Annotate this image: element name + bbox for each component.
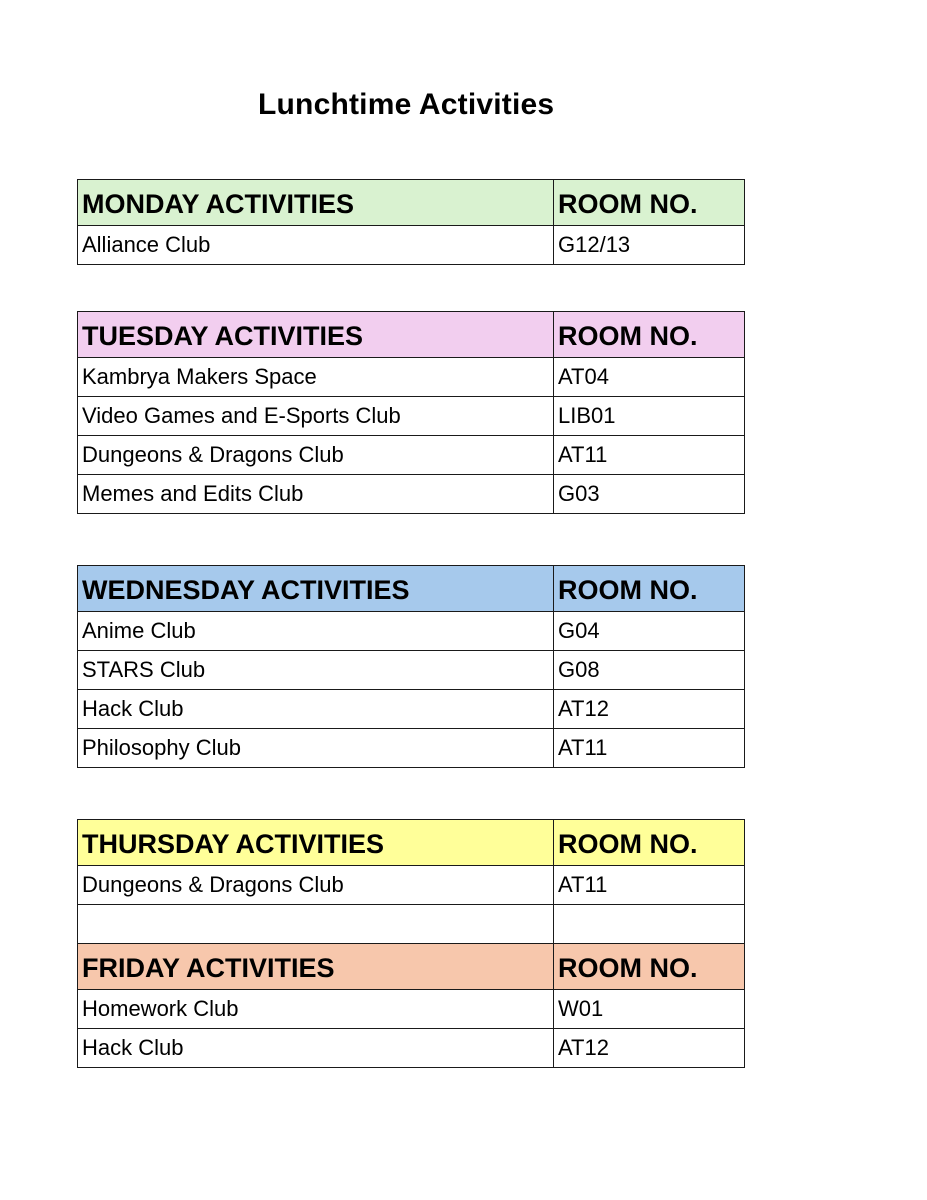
thursday-friday-activities-table (77, 819, 745, 1068)
page-title: Lunchtime Activities (258, 88, 555, 121)
table-row (78, 990, 745, 1029)
activity-cell: Alliance Club (78, 226, 554, 265)
room-cell (554, 905, 745, 944)
wednesday-activities-table (77, 565, 745, 768)
header-activity-cell: THURSDAY ACTIVITIES (78, 820, 554, 866)
room-cell: AT11 (554, 436, 745, 475)
room-cell: G03 (554, 475, 745, 514)
table-row (78, 612, 745, 651)
header-activity-cell: MONDAY ACTIVITIES (78, 180, 554, 226)
header-room-cell: ROOM NO. (554, 566, 745, 612)
header-room-cell: ROOM NO. (554, 312, 745, 358)
header-activity-cell: FRIDAY ACTIVITIES (78, 944, 554, 990)
activity-cell: Homework Club (78, 990, 554, 1029)
table-row (78, 1029, 745, 1068)
table-row (78, 866, 745, 905)
activity-cell (78, 905, 554, 944)
empty-table-row (78, 905, 745, 944)
header-activity-cell: WEDNESDAY ACTIVITIES (78, 566, 554, 612)
activity-cell: Hack Club (78, 1029, 554, 1068)
room-cell: AT11 (554, 729, 745, 768)
table-row (78, 729, 745, 768)
activity-cell: Dungeons & Dragons Club (78, 866, 554, 905)
activity-cell: Video Games and E-Sports Club (78, 397, 554, 436)
table-row (78, 436, 745, 475)
table-header-row (78, 820, 745, 866)
table-row (78, 226, 745, 265)
table-row (78, 475, 745, 514)
room-cell: G08 (554, 651, 745, 690)
activity-cell: Philosophy Club (78, 729, 554, 768)
header-room-cell: ROOM NO. (554, 180, 745, 226)
activity-cell: Kambrya Makers Space (78, 358, 554, 397)
room-cell: LIB01 (554, 397, 745, 436)
room-cell: G12/13 (554, 226, 745, 265)
room-cell: G04 (554, 612, 745, 651)
activity-cell: Anime Club (78, 612, 554, 651)
tuesday-activities-table (77, 311, 745, 514)
header-activity-cell: TUESDAY ACTIVITIES (78, 312, 554, 358)
room-cell: AT11 (554, 866, 745, 905)
room-cell: AT12 (554, 690, 745, 729)
table-row (78, 690, 745, 729)
table-header-row (78, 944, 745, 990)
activity-cell: Hack Club (78, 690, 554, 729)
table-row (78, 358, 745, 397)
room-cell: AT04 (554, 358, 745, 397)
table-header-row (78, 566, 745, 612)
table-row (78, 397, 745, 436)
activity-cell: STARS Club (78, 651, 554, 690)
room-cell: AT12 (554, 1029, 745, 1068)
activity-cell: Dungeons & Dragons Club (78, 436, 554, 475)
table-header-row (78, 180, 745, 226)
table-row (78, 651, 745, 690)
activity-cell: Memes and Edits Club (78, 475, 554, 514)
room-cell: W01 (554, 990, 745, 1029)
monday-activities-table (77, 179, 745, 265)
header-room-cell: ROOM NO. (554, 944, 745, 990)
header-room-cell: ROOM NO. (554, 820, 745, 866)
table-header-row (78, 312, 745, 358)
